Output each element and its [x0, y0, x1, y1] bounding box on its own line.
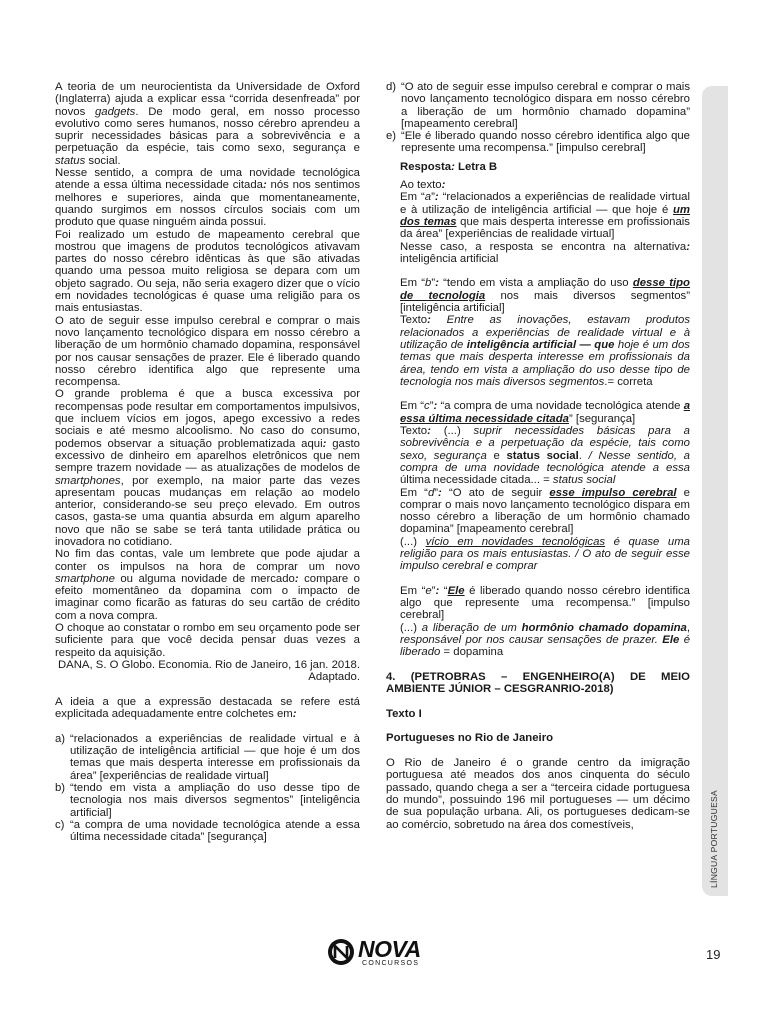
logo-subtitle: CONCURSOS: [362, 960, 420, 967]
ao-texto: Ao texto:: [400, 179, 446, 192]
text-title: Portugueses no Rio de Janeiro: [386, 732, 554, 745]
logo-mark-icon: [327, 938, 355, 966]
paragraph-7: O choque ao constatar o rombo em seu orçamento pode ser suficiente para que você decida pensar duas vezes a respeito da aquisição.: [55, 622, 360, 659]
question-4-title: 4. (PETROBRAS – ENGENHEIRO(A) DE MEIO AMBIENTE JÚNIOR – CESGRANRIO-2018): [386, 670, 690, 696]
section-label: LÍNGUA PORTUGUESA: [709, 790, 719, 888]
option-c: c) “a compra de uma novidade tecnológica atende a essa última necessidade citada” [segurança]: [55, 818, 360, 844]
option-e: e) “Ele é liberado quando nosso cérebro identifica algo que represente uma recompensa.” [impulso cerebral]: [386, 130, 690, 155]
comment-e-text: (...) a liberação de um hormônio chamado dopamina, responsável por nos causar sensações de prazer. Ele é liberado = dopamina: [400, 621, 691, 659]
paragraph-6: No fim das contas, vale um lembrete que pode ajudar a conter os impulsos na hora de comprar um novo smartphone ou alguma novidade de mercado: compare o efeito momentâneo da dopamina com o impacto de imaginar como ficarão as faturas do seu cartão de crédito com a nova compra.: [55, 548, 360, 622]
left-column: [55, 81, 360, 843]
comment-a-conclusion: Nesse caso, a resposta se encontra na alternativa: inteligência artificial: [400, 240, 690, 265]
paragraph-4: O ato de seguir esse impulso cerebral e comprar o mais novo lançamento tecnológico dispara em nosso cérebro a liberação de um hormônio chamado dopamina, responsável por nos causar sensações de prazer. Ele é liberado quando nosso cérebro identifica algo que represente uma recompensa.: [55, 314, 360, 389]
text-body: O Rio de Janeiro é o grande centro da imigração portuguesa até meados dos anos cinquenta do século passado, quando chega a ser a “terceira cidade portuguesa do mundo”, possuindo 196 mil portugueses — um décimo de sua população urbana. Ali, os portugueses dedicam-se ao comércio, sobretudo na área dos comestíveis,: [386, 757, 690, 831]
page-number: 19: [706, 947, 721, 962]
right-column: [386, 81, 690, 831]
option-b: b) “tendo em vista a ampliação do uso desse tipo de tecnologia nos mais diversos segmentos” [inteligência artificial]: [55, 781, 360, 819]
source-citation: DANA, S. O Globo. Economia. Rio de Janeiro, 16 jan. 2018. Adaptado.: [57, 658, 360, 684]
question-stem: A ideia a que a expressão destacada se refere está explicitada adequadamente entre colchetes em:: [55, 695, 360, 721]
section-side-tab: [702, 86, 728, 896]
option-d: d) “O ato de seguir esse impulso cerebral e comprar o mais novo lançamento tecnológico dispara em nosso cérebro a liberação de um hormônio chamado dopamina” [mapeamento cerebral]: [386, 81, 690, 130]
comment-c-text: Texto: (...) suprir necessidades básicas para a sobrevivência e a perpetuação da espécie, tais como sexo, segurança e status social. / Nesse sentido, a compra de uma novidade tecnológica atende a essa última necessidade citada... = status social: [400, 425, 690, 487]
logo-wordmark: NOVA: [358, 936, 421, 962]
paragraph-5: O grande problema é que a busca excessiva por recompensas pode resultar em comportamentos impulsivos, que incluem vícios em jogos, apego excessivo a redes sociais e até mesmo alcoolismo. No caso do consumo, podemos observar a situação problematizada aqui: gasto excessivo de dinheiro em aparelhos eletrônicos que nem sempre trazem novidade — as atualizações de modelos de smartphones, por exemplo, na maior parte das vezes apresentam poucas mudanças em relação ao modelo anterior, considerando-se seu preço elevado. Em outros casos, gasta-se uma quantia absurda em algum aparelho novo que não se sabe se terá tanta utilidade prática ou inovadora no cotidiano.: [55, 388, 360, 548]
nova-concursos-logo: [327, 936, 427, 970]
comment-c: Em “c”: “a compra de uma novidade tecnológica atende a essa última necessidade citada” [segurança]: [400, 400, 690, 425]
paragraph-3: Foi realizado um estudo de mapeamento cerebral que mostrou que imagens de produtos tecnológicos ativavam partes do nosso cérebro idênticas às que são ativadas quando uma pessoa muito religiosa se depara com um objeto sagrado. Ou seja, não seria exagero dizer que o vício em novidades tecnológicas é quase uma religião para os mais entusiastas.: [55, 228, 360, 315]
paragraph-1: A teoria de um neurocientista da Universidade de Oxford (Inglaterra) ajuda a explicar essa “corrida desenfreada” por novos gadgets. De modo geral, em nosso processo evolutivo como seres humanos, nosso cérebro aprendeu a suprir necessidades básicas para a sobrevivência e a perpetuação da espécie, tais como sexo, segurança e status social.: [55, 81, 360, 167]
answer-line: Resposta: Letra B: [400, 160, 498, 173]
paragraph-2: Nesse sentido, a compra de uma novidade tecnológica atende a essa última necessidade citada: nós nos sentimos melhores e superiores, ainda que momentaneamente, quando surgimos em nossos círculos sociais com um produto que quase ninguém ainda possui.: [55, 167, 361, 229]
texto-label: Texto I: [386, 707, 422, 720]
option-a: a) “relacionados a experiências de realidade virtual e à utilização de inteligência artificial — que hoje é um dos temas que mais desperta interesse em profissionais da área” [experiências de realidade virtual]: [55, 732, 360, 782]
commentary: [386, 179, 690, 659]
comment-b: Em “b”: “tendo em vista a ampliação do uso desse tipo de tecnologia nos mais diversos segmentos” [inteligência artificial]: [400, 277, 690, 315]
comment-a: Em “a”: “relacionados a experiências de realidade virtual e à utilização de inteligência artificial — que hoje é um dos temas que mais desperta interesse em profissionais da área” [experiências de realidade virtual]: [400, 191, 690, 241]
comment-d-text: (...) vício em novidades tecnológicas é quase uma religião para os mais entusiastas. / O ato de seguir esse impulso cerebral e comprar: [400, 535, 690, 573]
comment-d: Em “d”: “O ato de seguir esse impulso cerebral e comprar o mais novo lançamento tecnológico dispara em nosso cérebro a liberação de um hormônio chamado dopamina” [mapeamento cerebral]: [400, 486, 690, 536]
comment-e: Em “e”: “Ele é liberado quando nosso cérebro identifica algo que represente uma recompensa.” [impulso cerebral]: [400, 584, 690, 622]
comment-b-text: Texto: Entre as inovações, estavam produtos relacionados a experiências de realidade virtual e à utilização de inteligência artificial — que hoje é um dos temas que mais desperta interesse em profissionais da área, tendo em vista a ampliação do uso desse tipo de tecnologia nos mais diversos segmentos.= correta: [400, 314, 690, 388]
